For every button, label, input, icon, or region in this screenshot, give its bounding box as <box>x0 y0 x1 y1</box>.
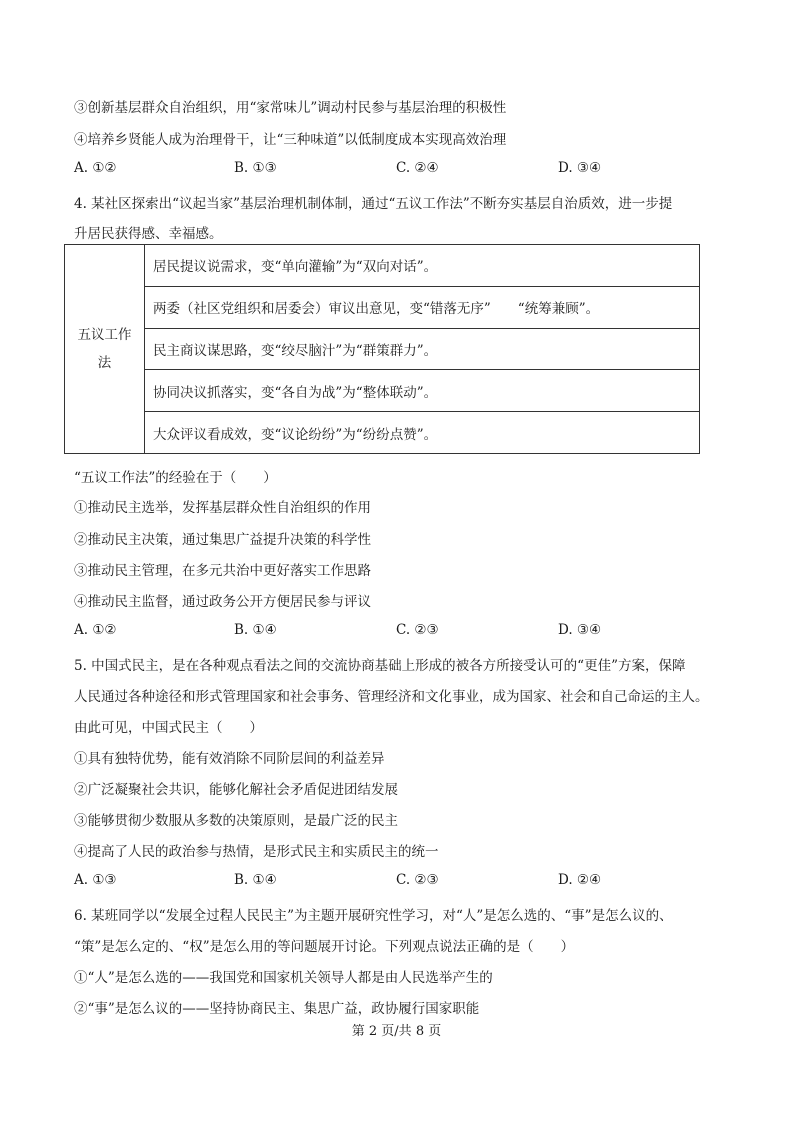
q4-item-1: ①推动民主选举，发挥基层群众性自治组织的作用 <box>74 500 371 516</box>
page-footer: 第 2 页/共 8 页 <box>351 1024 442 1039</box>
q4-table-header: 五议工作法 <box>65 245 145 453</box>
q4-question: “五议工作法”的经验在于（ ） <box>74 470 277 486</box>
q4-table-row: 居民提议说需求，变“单向灌输”为“双向对话”。 <box>145 245 699 287</box>
q6-item-2: ②“事”是怎么议的——坚持协商民主、集思广益，政协履行国家职能 <box>74 1001 480 1017</box>
q5-item-1: ①具有独特优势，能有效消除不同阶层间的利益差异 <box>74 751 385 767</box>
q6-stem-line-1: 6. 某班同学以“发展全过程人民民主”为主题开展研究性学习，对“人”是怎么选的、“事”是怎么议的、 <box>74 908 673 924</box>
q3-option-c[interactable]: C. ②④ <box>396 160 439 176</box>
q4-stem-line-1: 4. 某社区探索出“议起当家”基层治理机制体制，通过“五议工作法”不断夯实基层自治质效，进一步提 <box>74 196 673 212</box>
q6-stem-line-2: “策”是怎么定的、“权”是怎么用的等问题展开讨论。下列观点说法正确的是（ ） <box>74 939 575 955</box>
q4-option-c[interactable]: C. ②③ <box>396 622 439 638</box>
q4-table <box>64 244 700 454</box>
q4-table-row: 协同决议抓落实，变“各自为战”为“整体联动”。 <box>145 370 699 412</box>
q5-option-d[interactable]: D. ②④ <box>558 872 602 888</box>
q5-option-b[interactable]: B. ①④ <box>234 872 277 888</box>
q5-item-3: ③能够贯彻少数服从多数的决策原则，是最广泛的民主 <box>74 813 398 829</box>
q3-option-d[interactable]: D. ③④ <box>558 160 602 176</box>
q5-stem-line-1: 5. 中国式民主，是在各种观点看法之间的交流协商基础上形成的被各方所接受认可的“更佳”方案，保障 <box>74 658 686 674</box>
q3-options <box>74 160 754 180</box>
q5-stem-line-2: 人民通过各种途径和形式管理国家和社会事务、管理经济和文化事业，成为国家、社会和自己命运的主人。 <box>74 689 709 705</box>
q4-options <box>74 622 754 642</box>
q5-option-a[interactable]: A. ①③ <box>74 872 117 888</box>
q4-option-b[interactable]: B. ①④ <box>234 622 277 638</box>
q6-item-1: ①“人”是怎么选的——我国党和国家机关领导人都是由人民选举产生的 <box>74 970 493 986</box>
q3-item-3: ③创新基层群众自治组织，用“家常味儿”调动村民参与基层治理的积极性 <box>74 100 507 116</box>
q4-stem-line-2: 升居民获得感、幸福感。 <box>74 226 223 242</box>
q5-options <box>74 872 754 892</box>
q3-option-b[interactable]: B. ①③ <box>234 160 277 176</box>
q4-table-row: 大众评议看成效，变“议论纷纷”为“纷纷点赞”。 <box>153 426 438 443</box>
q4-item-3: ③推动民主管理，在多元共治中更好落实工作思路 <box>74 563 371 579</box>
q4-option-d[interactable]: D. ③④ <box>558 622 602 638</box>
q4-table-row: 民主商议谋思路，变“绞尽脑汁”为“群策群力”。 <box>145 329 699 371</box>
q4-table-rows <box>145 245 699 453</box>
q4-table-row: 两委（社区党组织和居委会）审议出意见，变“错落无序” “统筹兼顾”。 <box>145 287 699 329</box>
q5-stem-line-3: 由此可见，中国式民主（ ） <box>74 720 263 736</box>
q3-option-a[interactable]: A. ①② <box>74 160 117 176</box>
q4-option-a[interactable]: A. ①② <box>74 622 117 638</box>
q5-option-c[interactable]: C. ②③ <box>396 872 439 888</box>
q5-item-2: ②广泛凝聚社会共识，能够化解社会矛盾促进团结发展 <box>74 782 398 798</box>
q4-item-4: ④推动民主监督，通过政务公开方便居民参与评议 <box>74 594 371 610</box>
q4-item-2: ②推动民主决策，通过集思广益提升决策的科学性 <box>74 532 371 548</box>
q3-item-4: ④培养乡贤能人成为治理骨干，让“三种味道”以低制度成本实现高效治理 <box>74 132 507 148</box>
q5-item-4: ④提高了人民的政治参与热情，是形式民主和实质民主的统一 <box>74 844 439 860</box>
